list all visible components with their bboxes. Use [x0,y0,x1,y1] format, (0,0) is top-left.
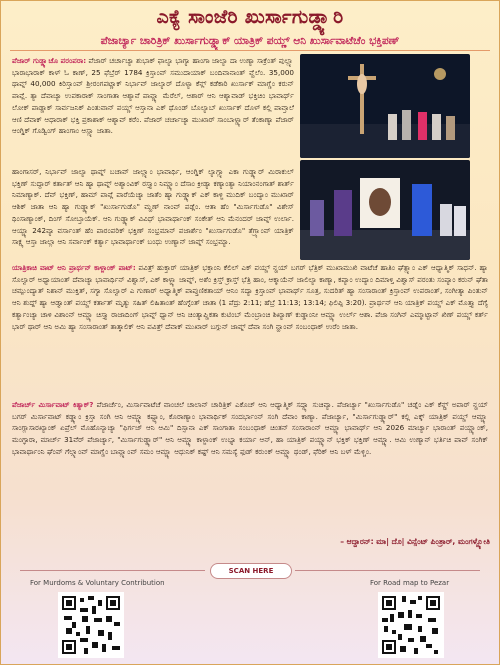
article-paragraph-1 [12,55,294,161]
page-subtitle: ಪೆಜಾರ್ಚ್ಯಾ ಚಾರಿತ್ರಿಕ್ ಖುರ್ಸಾಗುಡ್ಡ್ಯಾಕ್ ಯಾತ್ರಿಕ್ ಪಯ್ಣ್ ಆನಿ ಖುರ್ಸಾವಾಟೆಚೆಂ ಭಕ್ತಿಪಣ್ [100,35,400,47]
road-map-qr-code[interactable] [378,592,444,658]
scan-divider-right [295,570,480,571]
crucifixion-photo [300,54,470,158]
page-title: ಎಕ್ಯೆ ಸಾಂಜೆರಿ ಖುರ್ಸಾಗುಡ್ಡ್ಯಾರಿ [156,6,344,28]
paragraph-1-body: ಪೆಜಾರ್ ಚರ್ಚಾಚ್ಯಾ ಶುಭಾಕ್ ಫಾಲ್ಯಾ ಭಾಗ್ಯಾ ಹಾಂಗಾ ಜಾಲ್ಯಾ ದಾ ಉಣ್ಯಾ ಸಾಕ್ರೆಂತ್ ಪುಲ್ಲ್ಯಾ ಭಾರಾಭಾರಾಕ್ ಕಾಳ್ ಓ ಕಾಣ್, 25 ಫೆಬ್ರೆರ್ 1784 ಕ್ರಿಸ್ತಾಂವ್ ಸಮುದಾಯಾಕ್ ಬಂದಿವಾನಾಂತ್ ವ್ಹೆಲೆಂ. 35,000 ಥಾವ್ನ್ 40,000 ಕಿರಿಸ್ತಾಂವ್ ಶ್ರೀರಂಗಪಟ್ಣಾಕ್ ನಿರ್ಭಾವ್ ಜಾಲ್ಯಾರ್ ದೊಳ್ಯಾ ಕೆನ್ಲ್ ಕಡೆಕಾರಿ ಖುರ್ಸಾಕ್ ಮಾಗ್ಣೆಂ ಕರುನ್ ಪಾವ್ಲೆ. ತ್ಯಾ ದೆವಾಚ್ಯಾ ಉಪಕಾರಾಕ್ ಸಾಂಗಾತಾ ಆಶ್ಯಾವೆ ಪಾವ್ಣ್ಯಾ ಮೆರೆಲ್, ಆಶಾರ್ ಆನಿ ಆಶ್ಯಾವಾಡ್ ಭಕ್ತಿಚಿಂ ಭಾವಾರ್ಥ್ ಲೋಕ್ ಪಾಡ್ಣಾಕ್ ಸಾರ್ವಜನಿಕ್ ಪಿಂತುವಾನ್ ಪಯ್ಣ್ ಆಸ್ತಾನಾ ಎಕ್ ಥೊಂಡ್ ಬೊಲ್ಯಾಬ್ ಖುರ್ಸಾಕ್ ದೊಳ್ ಕಲ್ಲಿ ಪಾವ್ತಾಲೆ ಆಣಿ ದೆವಾಕ್ ಆಧಾರಾಕ್ ಭಕ್ತಿ ಪ್ರಕಾಶಾಕ್ ಆಶ್ಯಾವ್ ಕರೆಂ. ಪೆಜಾರ್ ಚರ್ಚಾಚ್ಯಾ ಮುಖಾರ್ ಸಾಂಬಾಳ್ಣ್ಯಾರ್ ತೆಂಕಾಣ್ಯಾ ಪೆಜಾರ್ ಆಂಗ್ಡಿಕ್ ಗೊಡ್ವಿಂಗ್ ಹಾಂಗಾಂ ಆಸ್ಲ್ಯಾ ಜಾತಾ. [12,56,294,136]
scan-here-badge: SCAN HERE [210,563,292,579]
paragraph-3-body: ಪವಿತ್ರ್ ಹುಕ್ತಾರ್ ಯಾತ್ರಿಕ್ ಭಕ್ತಾಂನಿ ಕೆಲಿಲ್ ಎಕ್ ಪಯ್ಣ್ ನ್ಹಯ್ ಬಗರ್ ಭೆತ್ರಿಕ್ ಮುಖಾಮುಖಿ ವಾಟೆಚೆ ಹಾತಿಂ ಘೆತ್ಲ್ಯಾಂ ಎಕ್ ಆಧ್ಯಾತ್ಮಿಕ್ ಸಾಧನ್. ಹ್ಯಾ ಸೊಲ್ವಾರ್ ಅಧ್ಯಾಯಾಂತ್ ದೆವಾಚ್ಯಾ ಭಾವಾರ್ಥಿನ್ ವಿಶ್ವಾಸ್, ಎಕ್ ಕಾಳ್ಜ್ಯಾ ಜಾವ್ನ್, ಅಶೆಂ ಕ್ರಿಸ್ತ್ ಕ್ರಾಸ್ತ್ ಭೆತ್ರಿ ಹಾಂ, ಆಕ್ಮಾಯೆನ್ ಜಾಲಿಲ್ಯಾ ಕಾಣ್ಯಾ, ಕಪ್ಯಾಂ ಉದ್ಯಾಂ ದಿಮಾಳ್ತಿ ವಿಶ್ವಾಸ್ ಪರಂತು ಸಂಪ್ಯಾಂ ಕರುನ್ ಘೆತಾ ಚಮ್ಪುಂದ್ಯಾತ್ ನಿಶಾನ್ ಮುಕ್ತಿತ್, ಸಗ್ಯಾ ಸೊಲ್ವಾರ್ ಎ ಗುಣಾರ್ ಅಧ್ಯಾತ್ಮಿಕ್ ಪಾಪ್ತುಣಿಕತಾಯ್ ಆನಿಂ ಸದ್ಯಾ ಕ್ರಿಸ್ತಾಂವ್ ಭಾವಾರ್ಥ್ ಸೂತ್ರ, ಸುದರಿತ್ ಹ್ಯಾ ಸಂಸಾರಾಂತ್ ಕ್ರಿಸ್ತಾಂವ್ ಉಪರಾಂತ್, ಸಂಗೀತ್ಯಾ ಪಿಂತುನ್ ಆನಿ ಶುದ್ದ್ ಹ್ಯಾ ಆಡ್ವಾಂತ್ ಪಯ್ಣ್ ಕರ್ತಾತ್ ಮೃತ್ಯು ಸಹಿತ್ ಲಿಹಿತಾಂತ್ ಹೆಂಗ್ಳೆಂತ್ ಚಾತಾ (1 ಪೆದ್ರು 2:11; ಹೆಬ್ರೆ 11:13; 13:14; ಫಿಲಿಪ್ಪಿ 3:20). ಪ್ರಾರ್ಥನ್ ಆನಿ ಯಾತ್ರಿಕ್ ಪಯ್ಣ್ ಎಕ್ ಮೊತ್ತ್ಯಾ ದೆಗ್ಯೆ ಕರ್ತ್ಯಾಂಚ್ಯಾ ಚಾಳಿ ವಿಶಾಂನ್ ಆಮ್ಚ್ಯಾ ಚಿಸ್ತ್ಯಾ ರಾಜಾದಿಂಗ್ ಭಾವ್ನ್ ಧ್ಯಾನ್ ಆನಿ ಚಿಂತ್ಯಾಪ್ಣಿಕತಾ ಕುಟಿಂಬ್ ಮೆಂಬ್ರಾಂಚಿ ಶಿಖ್ಯಾಣ್ ಕುಡ್ಡಾಂನೀ ಆಮ್ಚ್ಯಾ ಉರ್ಲ್ ಆಶಾ. ಪೆಜಾ ಸಂಗಿನ್ ಎಮ್ಮಾಟ್ಟಾನ್ ಖಿಣ್ ಪಯ್ಣ್ ಕರ್ತ್ ಭಾರ್ ಥಾರ್ ಆನಿ ಅಮಿ ಹ್ಯಾ ಸಂಸಾರಾಂತ್ ತಾತ್ಕಾಲಿಕ್ ಆನಿ ಪವಿತ್ರ್ ದೆವಾಕ್ ಮುಖಾರ್ ಬಗ್ಗುನ್ ಜಾವ್ನ್ ದೆವಾ ಸಂಗಿ ನ್ಹಾಂವ್ ಸಂಬಂಧಾಕ್ ಉರೆಂ ಜಾತಾ. [12,263,488,331]
article-paragraph-3 [12,262,488,396]
left-qr-caption: For Murdoms & Voluntary Contribution [30,579,165,587]
paragraph-4-heading: ಪೆಜಾರ್ಚ್ ಮಿರ್ಸಾವಾಟ್ ಕಿತ್ಯಾಕ್? [12,400,94,409]
right-qr-caption: For Road map to Pezar [370,579,450,587]
qr-pattern-icon [60,594,122,656]
qr-pattern-icon [380,594,442,656]
procession-photo [300,160,470,260]
scan-divider-left [20,570,205,571]
paragraph-4-body: ಪೆಜಾರ್ಚೆಂ, ಮಿರ್ಸಾವಾಟೆಚೆ ವಾಂಚಲೆ ಚಾಲಾನ್ ಚಾರಿತ್ರಿಕ್ ಎಕೊಚ್ ಆನಿ ಆಧ್ಯಾತ್ಮಿಕ್ ಸದ್ದ್ಯಾ ಸುಚಿವ್ಯಾ. ಪೆಜಾರ್ಚ್ಯಾ "ಖುರ್ಸಾಗುಡೊ" ಚಡ್ನೆಂ ಎಕ್ ಕೆನ್ಲ್ರ್ ಅಪಾರ್ ನ್ಹಯ್ ಬಗರ್ ಮಿರ್ಸಾವಾಟ್ ಕಡ್ಡ್ಯಾಂ ಕ್ರಿಸ್ತಾ ಸಂಗಿ ಆನಿ ಆಮ್ಚ್ಯಾ ಕಷ್ಟ್ಯಾಂ, ಕೊರಾಣ್ಯಾಂ ಭಾವಾರ್ಥಿಕ್ ಸಂದರ್ಭಾಂನ್ ಸಂಗಿ ದೆವಾಂ ಕಾಣ್ಯಾ. ಪೆಜಾರ್ಚ್ಯಾ, "ಮಿರ್ಸಾಗುಡ್ಡ್ಯಾರ್" ಕಲ್ಲಿ ಎಕ್ಕ್ ಯಾತ್ರಿಕ್ ಪಯ್ಣ್ ಆಮ್ಚ್ಯಾ ಸಾಂಗ್ಲಾಸಾರಖ್ಯಾಂಕ್ ಏಪ್ರೆಲ್ ಮೊಹೊನ್ಯಾಚ್ಯಾ "ಫಿರ್ಗಜ್ ಆನಿ ಆಮಿ" ದಿಸ್ಸಾನಾ ಎಕ್ ಸಾಂಗಾತಾ ಸಂಬಂಧಾಕ್ ಚಿಂತನ್ ಸಂಸಾರಾಂನ್ ಆಮ್ಚ್ಯಾ ಭಾವಾರ್ಥ್ ಆನಿ 2026 ಮಾರ್ಚ್ಯಾ ಭಾರಾಂತ್ ಪಯ್ಣ್ಯಾಂಕ್, ಮಂಗ್ಳಾರಾ, ಮಾರ್ಚ್ 31ವೆರ್ ಪೆಜಾರ್ಚ್ಯಾ, "ಮಿರ್ಸಾಗುಡ್ಡ್ಯಾರ್" ಆನಿ ಆಮ್ಚ್ಯಾ ಕಾಳ್ಜಾಂಕ್ ಉಭ್ಯಾ ಕರ್ಯಾ ಆನ್, ಹಾ ಯಾತ್ರಿಕ್ ಪಯ್ಣ್ಯಾನ್ ಭಕ್ತಿಕ್ ಭಕ್ತಿಣ್ ಆಮ್ಚ್ಯಾ. ಆಮಿ ಉಣ್ಯಾನ್ ಭರ್ತಿಚಿ ಪಾವ್ ಸಂಗಿಕ್ ಭಾವಾರ್ಥಾಂನಿ ಘೆಂವ್ ಗೆಲ್ಗ್ಯಾಂವ್ ಮಾಗ್ಣೆಂ ಬಾವ್ಲ್ಯಾಂವ್ ಸಮಂ ಆಮ್ಚ್ಯಾ ಆಧುನಿಕ್ ಕಷ್ಟ್ ಆನಿ ಸಮಸ್ಯೆ ಫುಡ್ ಕರುಂಕ್ ಆಮ್ಚ್ಯಾ ಥಂಡ್, ಫೆರಿಕ್ ಆನಿ ಬಳ್ ಮೆಳ್ಚಿಂ. [12,400,488,456]
header-divider [10,50,490,51]
paragraph-2-body: ಹಾಂಗಾಸರ್, ನಿರ್ಭಾವ್ ಜಾಲ್ಯಾ ಥಾವ್ನ್ ಬಚಾವ್ ಜಾಲ್ಲ್ಯಾಂ ಭಾವಾರ್ಥಿ, ಆಂಗ್ಡಿಕ್ ಲ್ಯಾಗ್ಲ್ಯಾ ಎಕಾ ಗುಡ್ಡ್ಯಾರ್ ಮಿರಾಕುಲ್ ಭಕ್ತಿಣ್ ಸುದ್ದಾರ್ ಕರ್ತಾತ್ ಆನಿ ಹ್ಯಾ ಥಾವ್ನ್ ಅಶ್ಯಾಂವಿಕ್ ರಸ್ತ್ಯಾಂ ನಿಮ್ಣ್ಯಾಂ ದೆಸಾಂ ಕ್ರೀಡ್ಯಾ ಕಣ್ಯಾಂತ್ಯಾ ನಿಯಾಂನಂಗಾತ್ ಶಾರ್ತ್ ನಿಮಾಣ್ಯಾಕ್. ದೆವ್ ಭಕ್ತಿಣ್, ಹಾಮ್ ಪಾವ್ಲೆ ಪಾರೆಯೆಚ್ಯಾ ಜಾತೆಂ ಹ್ಯಾ ಗುಡ್ಡ್ಯಾಕ್ ಎಕ್ ಕಾಳ್ಜಿ ಮುದಿಕ್ ಬಂದ್ಯಾಂ ಮುಖಾರ್ ಆಶಿಕ್ ಜಾತಾ ಆನಿ ಹ್ಯಾ ಗುಡ್ಡ್ಯಾಕ್ "ಖುರ್ಸಾಗುಡೊ" ಮ್ಹಣ್ ನಾಂವ್ ಪಡ್ಲೆಂ. ಆತಾ ಹೆಂ "ಮಿರ್ಸಾಗುಡೊ" ವಿಶೇಸ್ ಥಿಂಸಾಣ್ಯಾಂಕ್, ದಿಂಗ್ ಸೋಬ್ತಾಯೆಕ್. ಆನಿ ಗುಡ್ಡ್ಯಾಕ್ ವಿವಿಧ್ ಭಾವಾರ್ಥಾಂಕ್ ಸಂಕೇತ್ ಆನಿ ಮೆನಂದರ್ ಜಾವ್ನ್ ಉರ್ಲಾ. ಆಯ್ಚ್ಯಾ 242ವ್ಯಾ ವರ್ಸಾಂತ್ ಹೆಂ ಪಾರಂಪರಿಕ್ ಭಕ್ತಿಣ್ ಸಂಭ್ರಮಾನ್ ಪಜಾರ್ಶೆಂ "ಖುರ್ಸಾಗುಡೊ" ತೆಗ್ರ್ಯಾಂವ್ ಯಾತ್ರಿಕ್ ಸಾಕ್ಷ್ಯ ಆಸ್ತಾ ಜಾಲ್ಲಾ ಆನಿ ಸರ್ವಾಂಕ್ ಕರ್ತ್ಯಾ ಭಾವಾರ್ಥಾಂಕ್ ಬಂಧು ಉಣ್ಯಾನ್ ಜಾವ್ನ್ ಸಂಭ್ರಮ್ಯಾ. [12,167,294,247]
article-paragraph-2 [12,166,294,261]
paragraph-3-heading: ಯಾತ್ರಿಕಾಚಿ ವಾಟ್ ಆನಿ ಪ್ರಾರ್ಥನ್ ಕಾಳ್ಜಾಂಕ್ ಪಾಟ್: [12,263,136,272]
paragraph-1-heading: ಪೆಜಾರ್ ಗುಡ್ಡ್ಯಾಚೊ ಪರಂಪರಾ: [12,56,87,65]
contribution-qr-code[interactable] [58,592,124,658]
author-signature: – ಆದ್ದಾರನ್: ಮಾ| ದೊ| ವಿನ್ಸೆಂಟ್ ಪಿಂತ್ರಾರ್, ಮಂಗಳ್ಜ್ಯೋತಿ [340,537,490,546]
article-paragraph-4 [12,399,488,533]
